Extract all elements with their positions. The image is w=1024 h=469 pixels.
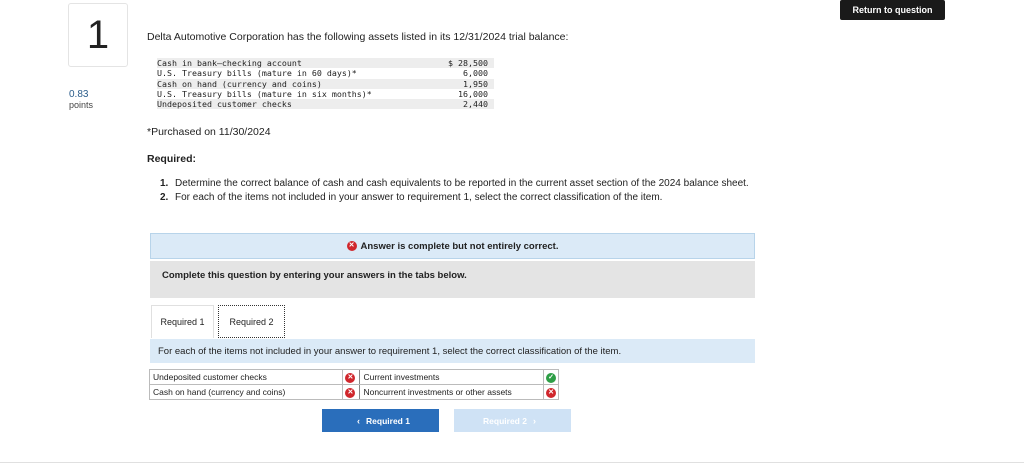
footer-divider: [0, 462, 1024, 463]
balance-label: U.S. Treasury bills (mature in six months)*: [157, 88, 372, 99]
requirement-instruction: [150, 339, 755, 363]
incorrect-x-icon: ✕: [345, 388, 355, 398]
required-item: [160, 192, 800, 205]
balance-amount: $ 28,500: [448, 58, 488, 68]
balance-row: [157, 79, 494, 89]
required-item-text: Determine the correct balance of cash and cash equivalents to be reported in the current asset section of the 2024 balance sheet.: [175, 178, 749, 189]
balance-label: Undeposited customer checks: [157, 99, 292, 110]
table-row: [150, 385, 559, 400]
previous-required-button[interactable]: [322, 409, 439, 432]
answer-status-text: Answer is complete but not entirely correct.: [360, 240, 559, 252]
balance-row: [157, 89, 494, 99]
balance-amount: 16,000: [458, 88, 488, 99]
balance-row: [157, 58, 494, 68]
chevron-right-icon: ›: [532, 415, 536, 426]
incorrect-x-icon: ✕: [347, 241, 357, 251]
item-status: [343, 370, 360, 385]
previous-label: Required 1: [366, 415, 410, 426]
required-item: [160, 178, 800, 191]
required-item-text: For each of the items not included in your answer to requirement 1, select the correct classification of the item.: [175, 191, 663, 203]
next-required-button[interactable]: [454, 409, 571, 432]
correct-check-icon: ✓: [546, 373, 556, 383]
table-row: [150, 370, 559, 385]
tab-required-2[interactable]: [218, 305, 285, 338]
tab-label: Required 2: [229, 316, 274, 327]
trial-balance-table: [157, 58, 494, 109]
question-number-text: 1: [86, 12, 110, 57]
chevron-left-icon: ‹: [357, 415, 361, 426]
points-label: points: [69, 100, 94, 110]
tab-required-1[interactable]: [151, 305, 214, 338]
next-label: Required 2: [483, 415, 527, 426]
item-select[interactable]: Cash on hand (currency and coins): [150, 385, 343, 400]
footnote: *Purchased on 11/30/2024: [147, 126, 271, 138]
incorrect-x-icon: ✕: [546, 388, 556, 398]
balance-amount: 1,950: [463, 78, 488, 89]
balance-row: [157, 99, 494, 109]
required-item-number: 2.: [160, 191, 169, 203]
points-value: 0.83: [69, 89, 89, 100]
tab-label: Required 1: [160, 317, 205, 327]
return-to-question-button[interactable]: Return to question: [840, 0, 945, 20]
classification-select[interactable]: Current investments: [360, 370, 544, 385]
question-number: [68, 3, 128, 67]
tab-instructions-text: Complete this question by entering your answers in the tabs below.: [162, 270, 467, 281]
balance-amount: 6,000: [463, 68, 488, 79]
balance-label: Cash in bank—checking account: [157, 58, 302, 68]
item-select[interactable]: Undeposited customer checks: [150, 370, 343, 385]
balance-label: U.S. Treasury bills (mature in 60 days)*: [157, 68, 357, 79]
points-display: [69, 89, 93, 111]
item-status: [343, 385, 360, 400]
required-list: [160, 178, 800, 205]
incorrect-x-icon: ✕: [345, 373, 355, 383]
balance-amount: 2,440: [463, 99, 488, 110]
required-item-number: 1.: [160, 178, 169, 189]
classification-select[interactable]: Noncurrent investments or other assets: [360, 385, 544, 400]
answer-status-banner: [150, 233, 755, 259]
classification-status: [544, 385, 559, 400]
requirement-instruction-text: For each of the items not included in your answer to requirement 1, select the correct classification of the item.: [158, 345, 622, 357]
balance-label: Cash on hand (currency and coins): [157, 78, 322, 89]
classification-status: [544, 370, 559, 385]
tab-instructions: [150, 261, 755, 298]
answer-table: [149, 369, 559, 400]
required-heading: Required:: [147, 153, 197, 165]
balance-row: [157, 68, 494, 78]
question-intro: Delta Automotive Corporation has the following assets listed in its 12/31/2024 trial balance:: [147, 31, 569, 43]
